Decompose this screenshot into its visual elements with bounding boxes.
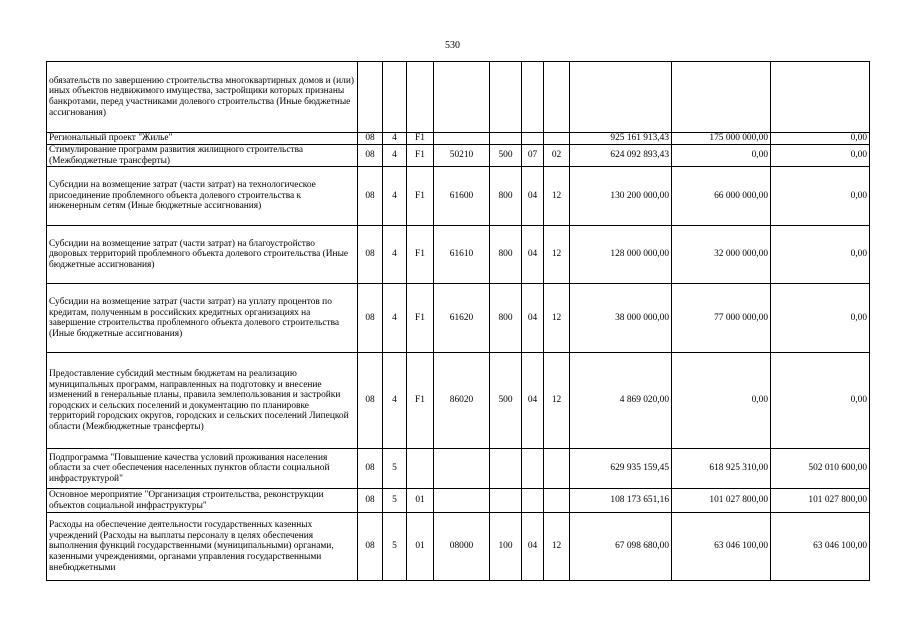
row-description: Подпрограмма "Повышение качества условий проживания населения области за счет обеспечения населенных пунктов области социальной инфраструктурой" [47, 449, 358, 489]
cell-amount-year-2: 618 925 310,00 [672, 449, 771, 489]
row-description: Расходы на обеспечение деятельности государственных казенных учреждений (Расходы на выплаты персоналу в целях обеспечения выполнения функций государственными (муниципальными) органами, казенными учреждениями, органами управления государственными внебюджетными [47, 513, 358, 581]
cell-expense-type: 800 [490, 284, 522, 353]
cell-amount-year-2: 63 046 100,00 [672, 513, 771, 581]
row-description: Стимулирование программ развития жилищного строительства (Межбюджетные трансферты) [47, 145, 358, 167]
cell-chapter: 08 [358, 145, 383, 167]
cell-amount-year-2: 175 000 000,00 [672, 133, 771, 145]
cell-expense-type: 800 [490, 167, 522, 226]
table-row [47, 62, 870, 133]
cell-expense-type [490, 449, 522, 489]
cell-subsection [544, 133, 570, 145]
cell-expense-type: 100 [490, 513, 522, 581]
cell-direction: 86020 [434, 353, 490, 449]
cell-chapter: 08 [358, 353, 383, 449]
cell-amount-year-1: 624 092 893,43 [570, 145, 672, 167]
cell-chapter: 08 [358, 513, 383, 581]
table-row [47, 145, 870, 167]
row-description: Предоставление субсидий местным бюджетам на реализацию муниципальных программ, направленных на подготовку и внесение изменений в генеральные планы, правила землепользования и застройки городских и сельских поселений и документацию по планировке территорий городских округов, городских и сельских поселений Липецкой области (Межбюджетные трансферты) [47, 353, 358, 449]
cell-amount-year-1: 925 161 913,43 [570, 133, 672, 145]
cell-chapter: 08 [358, 133, 383, 145]
budget-table [46, 61, 870, 581]
cell-amount-year-3: 0,00 [771, 167, 870, 226]
table-row [47, 489, 870, 513]
table-row [47, 167, 870, 226]
cell-subprogram: 5 [383, 449, 407, 489]
cell-subprogram: 5 [383, 513, 407, 581]
cell-amount-year-2: 0,00 [672, 145, 771, 167]
cell-chapter: 08 [358, 449, 383, 489]
cell-amount-year-3: 502 010 600,00 [771, 449, 870, 489]
cell-subprogram: 4 [383, 353, 407, 449]
cell-chapter: 08 [358, 284, 383, 353]
cell-section: 07 [522, 145, 544, 167]
cell-section [522, 62, 544, 133]
row-description: Субсидии на возмещение затрат (части затрат) на технологическое присоединение проблемного объекта долевого строительства к инженерным сетям (Иные бюджетные ассигнования) [47, 167, 358, 226]
cell-main-event: F1 [407, 145, 434, 167]
cell-chapter [358, 62, 383, 133]
cell-chapter: 08 [358, 167, 383, 226]
cell-main-event [407, 449, 434, 489]
cell-main-event: F1 [407, 353, 434, 449]
cell-amount-year-2: 32 000 000,00 [672, 226, 771, 284]
table-row [47, 449, 870, 489]
cell-expense-type: 500 [490, 353, 522, 449]
cell-amount-year-3: 0,00 [771, 145, 870, 167]
cell-section [522, 489, 544, 513]
cell-amount-year-2: 77 000 000,00 [672, 284, 771, 353]
cell-amount-year-2: 101 027 800,00 [672, 489, 771, 513]
cell-subsection: 12 [544, 226, 570, 284]
cell-subsection: 02 [544, 145, 570, 167]
table-row [47, 353, 870, 449]
cell-subsection [544, 489, 570, 513]
cell-direction: 61610 [434, 226, 490, 284]
table-row [47, 133, 870, 145]
cell-subprogram: 4 [383, 133, 407, 145]
cell-amount-year-1: 629 935 159,45 [570, 449, 672, 489]
cell-amount-year-1: 128 000 000,00 [570, 226, 672, 284]
cell-amount-year-2 [672, 62, 771, 133]
row-description: обязательств по завершению строительства многоквартирных домов и (или) иных объектов недвижимого имущества, застройщики которых признаны банкротами, перед участниками долевого строительства (Иные бюджетные ассигнования) [47, 62, 358, 133]
row-description: Основное мероприятие "Организация строительства, реконструкции объектов социальной инфраструктуры" [47, 489, 358, 513]
page-number: 530 [445, 40, 460, 51]
cell-section: 04 [522, 513, 544, 581]
cell-main-event: 01 [407, 513, 434, 581]
row-description: Субсидии на возмещение затрат (части затрат) на уплату процентов по кредитам, полученным в российских кредитных организациях на завершение строительства проблемного объекта долевого строительства (Иные бюджетные ассигнования) [47, 284, 358, 353]
cell-subsection: 12 [544, 513, 570, 581]
cell-amount-year-3: 101 027 800,00 [771, 489, 870, 513]
table-row [47, 284, 870, 353]
table-row [47, 226, 870, 284]
cell-direction [434, 489, 490, 513]
cell-section: 04 [522, 226, 544, 284]
cell-main-event: F1 [407, 284, 434, 353]
cell-main-event: F1 [407, 226, 434, 284]
cell-chapter: 08 [358, 489, 383, 513]
cell-amount-year-1: 4 869 020,00 [570, 353, 672, 449]
cell-expense-type: 500 [490, 145, 522, 167]
cell-subsection [544, 449, 570, 489]
cell-section: 04 [522, 167, 544, 226]
cell-amount-year-1: 38 000 000,00 [570, 284, 672, 353]
cell-amount-year-1: 67 098 680,00 [570, 513, 672, 581]
cell-main-event: F1 [407, 167, 434, 226]
cell-main-event: 01 [407, 489, 434, 513]
row-description: Субсидии на возмещение затрат (части затрат) на благоустройство дворовых территорий проблемного объекта долевого строительства (Иные бюджетные ассигнования) [47, 226, 358, 284]
cell-chapter: 08 [358, 226, 383, 284]
cell-subprogram [383, 62, 407, 133]
cell-direction: 61600 [434, 167, 490, 226]
cell-subprogram: 4 [383, 284, 407, 353]
cell-direction [434, 133, 490, 145]
cell-section [522, 449, 544, 489]
cell-amount-year-3: 0,00 [771, 353, 870, 449]
cell-main-event: F1 [407, 133, 434, 145]
cell-subprogram: 4 [383, 145, 407, 167]
cell-direction: 50210 [434, 145, 490, 167]
cell-direction: 08000 [434, 513, 490, 581]
cell-amount-year-2: 0,00 [672, 353, 771, 449]
cell-subsection: 12 [544, 284, 570, 353]
cell-main-event [407, 62, 434, 133]
cell-amount-year-1: 130 200 000,00 [570, 167, 672, 226]
cell-expense-type: 800 [490, 226, 522, 284]
cell-section [522, 133, 544, 145]
cell-section: 04 [522, 353, 544, 449]
cell-section: 04 [522, 284, 544, 353]
cell-subprogram: 4 [383, 167, 407, 226]
cell-subsection: 12 [544, 353, 570, 449]
cell-amount-year-3: 0,00 [771, 226, 870, 284]
cell-amount-year-3: 0,00 [771, 133, 870, 145]
row-description: Региональный проект "Жилье" [47, 133, 358, 145]
cell-subsection [544, 62, 570, 133]
cell-amount-year-3: 0,00 [771, 284, 870, 353]
cell-expense-type [490, 62, 522, 133]
cell-expense-type [490, 489, 522, 513]
cell-subsection: 12 [544, 167, 570, 226]
cell-direction [434, 449, 490, 489]
cell-amount-year-3 [771, 62, 870, 133]
cell-subprogram: 4 [383, 226, 407, 284]
cell-amount-year-2: 66 000 000,00 [672, 167, 771, 226]
cell-direction [434, 62, 490, 133]
cell-subprogram: 5 [383, 489, 407, 513]
cell-direction: 61620 [434, 284, 490, 353]
table-row [47, 513, 870, 581]
cell-amount-year-1: 108 173 651,16 [570, 489, 672, 513]
cell-expense-type [490, 133, 522, 145]
cell-amount-year-3: 63 046 100,00 [771, 513, 870, 581]
cell-amount-year-1 [570, 62, 672, 133]
